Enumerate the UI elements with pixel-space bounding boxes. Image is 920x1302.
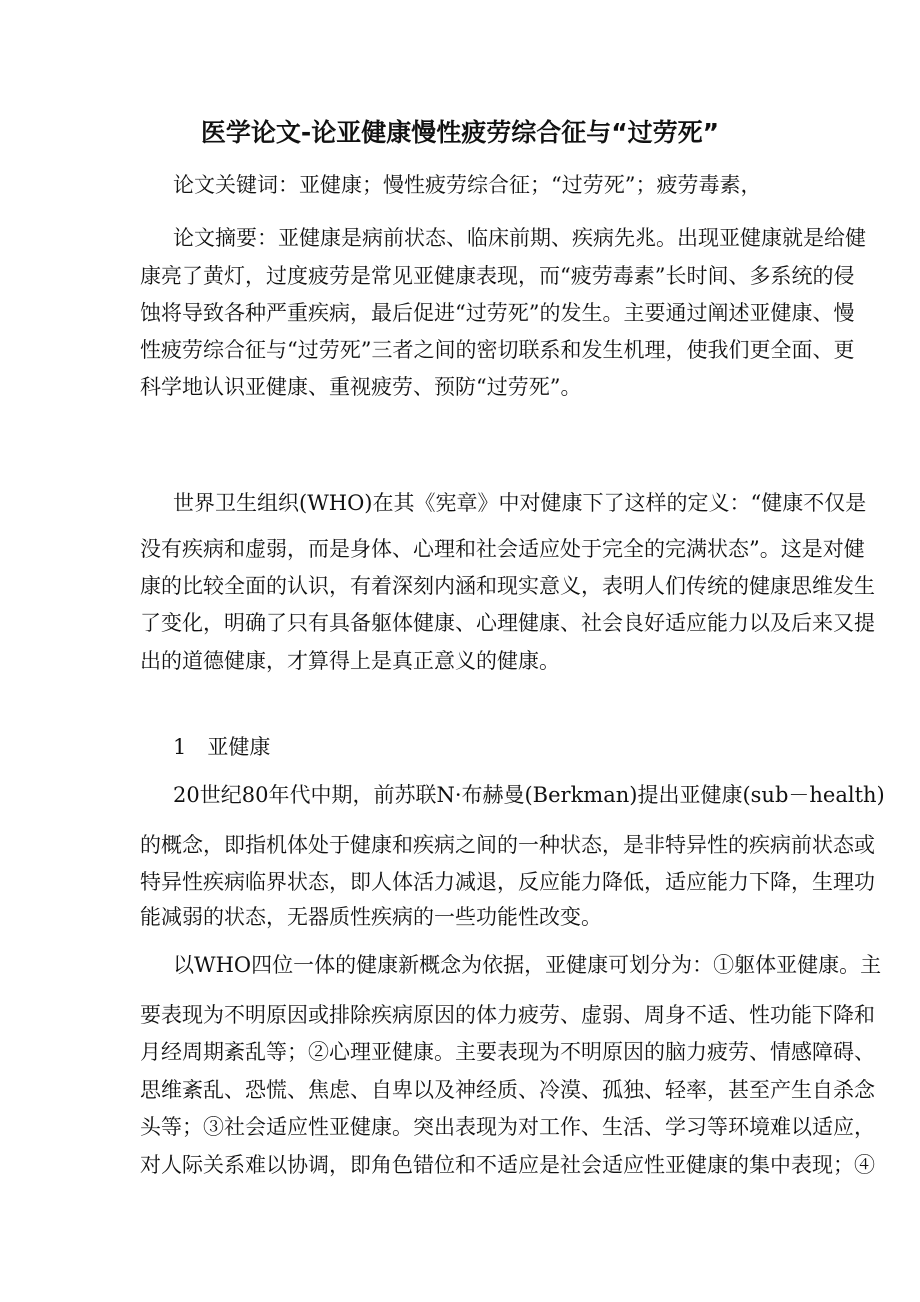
text-line: 论文摘要：亚健康是病前状态、临床前期、疾病先兆。出现亚健康就是给健: [173, 226, 866, 250]
text-line: 以WHO四位一体的健康新概念为依据，亚健康可划分为：①躯体亚健康。主: [173, 953, 882, 977]
text-line: 对人际关系难以协调，即角色错位和不适应是社会适应性亚健康的集中表现；④: [140, 1153, 875, 1177]
text-line: 要表现为不明原因或排除疾病原因的体力疲劳、虚弱、周身不适、性功能下降和: [140, 1003, 875, 1027]
text-line: 世界卫生组织(WHO)在其《宪章》中对健康下了这样的定义：“健康不仅是: [173, 491, 867, 515]
text-line: 的概念，即指机体处于健康和疾病之间的一种状态，是非特异性的疾病前状态或: [140, 833, 875, 857]
text-line: 思维紊乱、恐慌、焦虑、自卑以及神经质、冷漠、孤独、轻率，甚至产生自杀念: [140, 1078, 875, 1102]
page-title: 医学论文-论亚健康慢性疲劳综合征与“过劳死”: [200, 118, 720, 147]
text-line: 性疲劳综合征与“过劳死”三者之间的密切联系和发生机理，使我们更全面、更: [140, 338, 855, 362]
text-line: 月经周期紊乱等；②心理亚健康。主要表现为不明原因的脑力疲劳、情感障碍、: [140, 1040, 875, 1064]
text-line: 科学地认识亚健康、重视疲劳、预防“过劳死”。: [140, 375, 582, 399]
text-line: 头等；③社会适应性亚健康。突出表现为对工作、生活、学习等环境难以适应，: [140, 1115, 875, 1139]
text-line: 出的道德健康，才算得上是真正意义的健康。: [140, 649, 560, 673]
text-line: 康亮了黄灯，过度疲劳是常见亚健康表现，而“疲劳毒素”长时间、多系统的侵: [140, 264, 855, 288]
text-line: 康的比较全面的认识，有着深刻内涵和现实意义，表明人们传统的健康思维发生: [140, 574, 875, 598]
text-line: 蚀将导致各种严重疾病，最后促进“过劳死”的发生。主要通过阐述亚健康、慢: [140, 301, 855, 325]
text-line: 了变化，明确了只有具备躯体健康、心理健康、社会良好适应能力以及后来又提: [140, 611, 875, 635]
text-line: 没有疾病和虚弱，而是身体、心理和社会适应处于完全的完满状态”。这是对健: [140, 537, 865, 561]
keywords-line: 论文关键词：亚健康；慢性疲劳综合征；“过劳死”；疲劳毒素，: [173, 173, 762, 197]
section-heading: 1 亚健康: [173, 735, 271, 759]
text-line: 20世纪80年代中期，前苏联N·布赫曼(Berkman)提出亚健康(sub－health): [173, 783, 885, 807]
text-line: 能减弱的状态，无器质性疾病的一些功能性改变。: [140, 905, 602, 929]
text-line: 特异性疾病临界状态，即人体活力减退，反应能力降低，适应能力下降，生理功: [140, 870, 875, 894]
